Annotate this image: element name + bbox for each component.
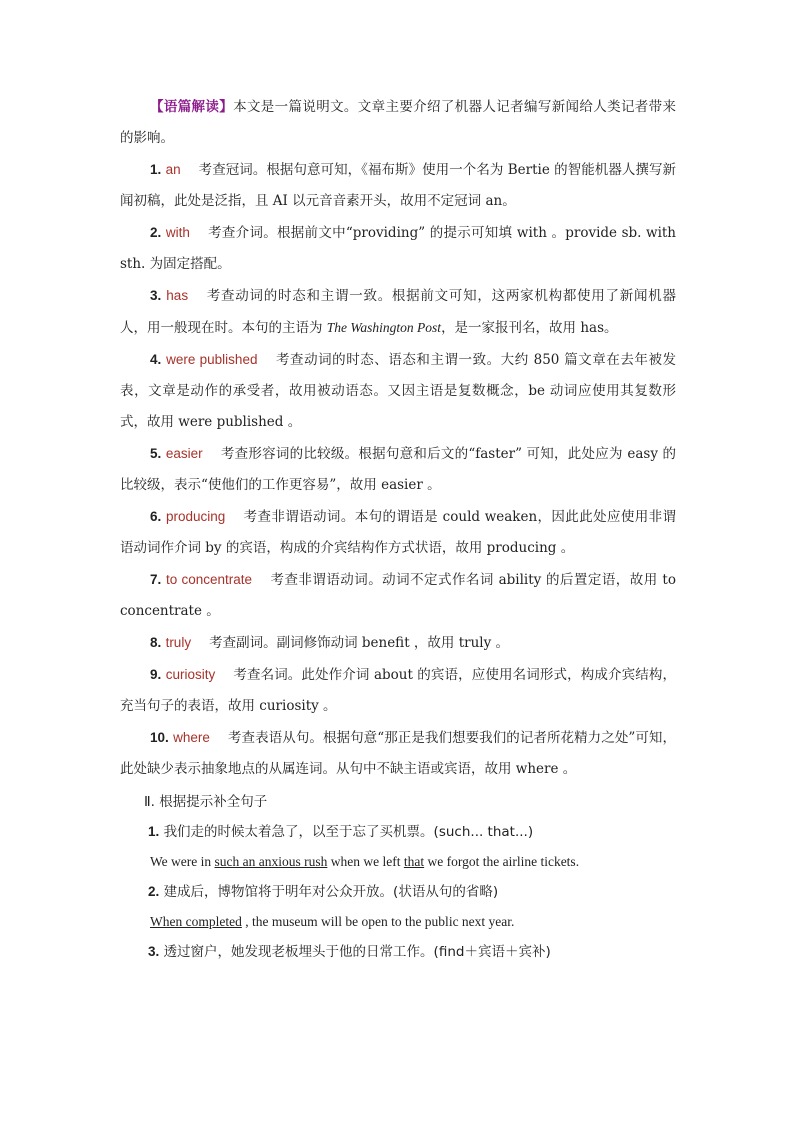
question-3 <box>120 937 676 967</box>
item-answer: with <box>165 225 190 240</box>
item-answer: easier <box>165 446 203 461</box>
item-number: 1. <box>150 162 162 177</box>
answer-blank: that <box>403 854 425 869</box>
answer-text: we forgot the airline tickets. <box>424 854 580 869</box>
item-number: 3. <box>150 288 162 303</box>
answer-2 <box>120 907 676 937</box>
item-explanation: 考查名词。此处作介词 about 的宾语，应使用名词形式，构成介宾结构，充当句子的表语，故用 curiosity 。 <box>120 667 676 714</box>
item-explanation: 考查动词的时态和主谓一致。根据前文可知，这两家机构都使用了新闻机器人，用一般现在时。本句的主语为 <box>120 288 676 336</box>
answer-item-9 <box>120 659 676 722</box>
item-number: 10. <box>150 730 169 745</box>
item-number: 2. <box>150 225 162 240</box>
answer-item-3 <box>120 280 676 344</box>
answer-1 <box>120 847 676 877</box>
item-number: 5. <box>150 446 162 461</box>
item-answer: an <box>165 162 181 177</box>
item-explanation-end: ，是一家报刊名，故用 has。 <box>441 320 618 336</box>
item-number: 4. <box>150 352 162 367</box>
item-explanation: 考查冠词。根据句意可知，《福布斯》使用一个名为 Bertie 的智能机器人撰写新闻初稿，此处是泛指，且 AI 以元音音素开头，故用不定冠词 an。 <box>120 162 676 209</box>
intro-label: 【语篇解读】 <box>150 99 234 115</box>
question-1 <box>120 817 676 847</box>
answer-item-8 <box>120 627 676 659</box>
question-number: 1. <box>148 824 160 839</box>
answer-item-1 <box>120 154 676 217</box>
answer-blank: When completed <box>150 914 242 929</box>
item-answer: where <box>173 730 210 745</box>
item-answer: curiosity <box>165 667 216 682</box>
answer-text: We were in <box>150 854 215 869</box>
intro-paragraph <box>120 92 676 154</box>
answer-item-6 <box>120 501 676 564</box>
question-text: 透过窗户，她发现老板埋头于他的日常工作。(find＋宾语＋宾补) <box>163 944 551 960</box>
answer-text: when we left <box>327 854 404 869</box>
item-answer: to concentrate <box>166 572 253 587</box>
question-2 <box>120 877 676 907</box>
answer-page <box>120 92 676 967</box>
item-explanation: 考查形容词的比较级。根据句意和后文的“faster” 可知，此处应为 easy 的比较级，表示“使他们的工作更容易”，故用 easier 。 <box>120 446 676 493</box>
item-number: 8. <box>150 635 162 650</box>
item-number: 6. <box>150 509 162 524</box>
item-explanation: 考查表语从句。根据句意“那正是我们想要我们的记者所花精力之处”可知，此处缺少表示抽象地点的从属连词。从句中不缺主语或宾语，故用 where 。 <box>120 730 676 777</box>
item-explanation: 考查介词。根据前文中“providing” 的提示可知填 with 。provide sb. with sth. 为固定搭配。 <box>120 225 677 272</box>
intro-text: 本文是一篇说明文。文章主要介绍了机器人记者编写新闻给人类记者带来的影响。 <box>120 99 677 146</box>
item-explanation: 考查副词。副词修饰动词 benefit ，故用 truly 。 <box>209 635 510 651</box>
item-answer: were published <box>166 352 258 367</box>
answer-blank: such an anxious rush <box>214 854 328 869</box>
item-number: 7. <box>150 572 162 587</box>
item-answer: truly <box>165 635 192 650</box>
answer-item-7 <box>120 564 676 627</box>
question-number: 3. <box>148 944 160 959</box>
question-number: 2. <box>148 884 160 899</box>
answer-text: , the museum will be open to the public next year. <box>241 914 515 929</box>
item-answer: producing <box>165 509 226 524</box>
answer-item-2 <box>120 217 676 280</box>
item-explanation: 考查非谓语动词。动词不定式作名词 ability 的后置定语，故用 to concentrate 。 <box>120 572 676 619</box>
item-number: 9. <box>150 667 162 682</box>
answer-item-4 <box>120 344 676 438</box>
question-text: 我们走的时候太着急了，以至于忘了买机票。(such... that...) <box>163 824 534 840</box>
question-text: 建成后，博物馆将于明年对公众开放。(状语从句的省略) <box>163 884 499 900</box>
section-2-title: Ⅱ. 根据提示补全句子 <box>144 794 268 810</box>
item-explanation: 考查非谓语动词。本句的谓语是 could weaken，因此此处应使用非谓语动词作介词 by 的宾语，构成的介宾结构作方式状语，故用 producing 。 <box>120 509 676 556</box>
item-answer: has <box>166 288 189 303</box>
answer-item-10 <box>120 722 676 785</box>
item-explanation: 考查动词的时态、语态和主谓一致。大约 850 篇文章在去年被发表，文章是动作的承受者，故用被动语态。又因主语是复数概念，be 动词应使用其复数形式，故用 were published 。 <box>120 352 676 430</box>
answer-item-5 <box>120 438 676 501</box>
newspaper-title: The Washington Post <box>326 320 442 335</box>
